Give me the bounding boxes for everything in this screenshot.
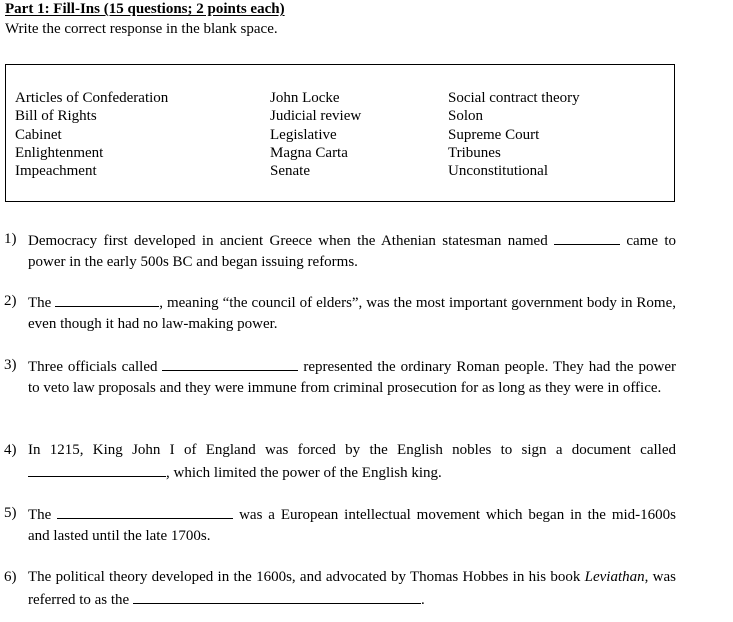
question-1 xyxy=(4,229,676,273)
question-text: The was a European intellectual movement which began in the mid-1600s and lasted until the late 1700s. xyxy=(28,503,676,547)
word-bank-term: Social contract theory xyxy=(448,90,580,106)
question-text: Democracy first developed in ancient Greece when the Athenian statesman named came to power in the early 500s BC and began issuing reforms. xyxy=(28,229,676,273)
word-bank-term: Senate xyxy=(270,163,310,180)
word-bank-term: Tribunes xyxy=(448,144,501,161)
word-bank-term: Articles of Confederation xyxy=(15,90,169,106)
question-text: In 1215, King John I of England was forced by the English nobles to sign a document called , which limited the power of the English king. xyxy=(28,442,676,481)
word-bank-term: Enlightenment xyxy=(15,144,104,161)
word-bank-term: Judicial review xyxy=(270,108,362,125)
part-title: Part 1: Fill-Ins (15 questions; 2 points each) xyxy=(5,1,285,17)
word-bank-term: Impeachment xyxy=(15,163,97,180)
answer-blank-4[interactable] xyxy=(28,461,166,477)
question-5 xyxy=(4,503,676,547)
question-text: Three officials called represented the ordinary Roman people. They had the power to veto law proposals and they were immune from criminal prosecution for as long as they were in office. xyxy=(28,355,676,399)
word-bank-term: Solon xyxy=(448,108,484,125)
word-bank-column-2 xyxy=(270,89,361,180)
word-bank-term: Supreme Court xyxy=(448,126,540,143)
question-6 xyxy=(4,567,676,611)
question-number: 5) xyxy=(4,505,17,521)
word-bank-term: Bill of Rights xyxy=(15,108,97,125)
question-number: 1) xyxy=(4,231,17,247)
word-bank-term: Cabinet xyxy=(15,126,62,143)
word-bank xyxy=(5,64,675,202)
answer-blank-1[interactable] xyxy=(554,229,620,245)
question-text: The political theory developed in the 1600s, and advocated by Thomas Hobbes in his book Leviathan, was referred to as the . xyxy=(28,569,676,608)
question-number: 2) xyxy=(4,293,17,309)
instructions: Write the correct response in the blank space. xyxy=(5,21,278,37)
word-bank-term: Unconstitutional xyxy=(448,163,548,180)
question-number: 3) xyxy=(4,357,17,373)
word-bank-term: John Locke xyxy=(270,90,340,106)
question-2 xyxy=(4,291,676,335)
answer-blank-2[interactable] xyxy=(55,291,159,307)
word-bank-column-3 xyxy=(448,89,580,180)
question-4 xyxy=(4,440,676,484)
question-3 xyxy=(4,355,676,399)
word-bank-term: Legislative xyxy=(270,126,337,143)
question-number: 6) xyxy=(4,569,17,585)
answer-blank-5[interactable] xyxy=(57,503,233,519)
question-number: 4) xyxy=(4,442,17,458)
answer-blank-6[interactable] xyxy=(133,588,421,604)
question-text: The , meaning “the council of elders”, was the most important government body in Rome, even though it had no law-making power. xyxy=(28,291,676,335)
word-bank-term: Magna Carta xyxy=(270,144,348,161)
book-title: Leviathan xyxy=(584,569,645,585)
answer-blank-3[interactable] xyxy=(162,355,298,371)
word-bank-column-1 xyxy=(15,89,168,180)
